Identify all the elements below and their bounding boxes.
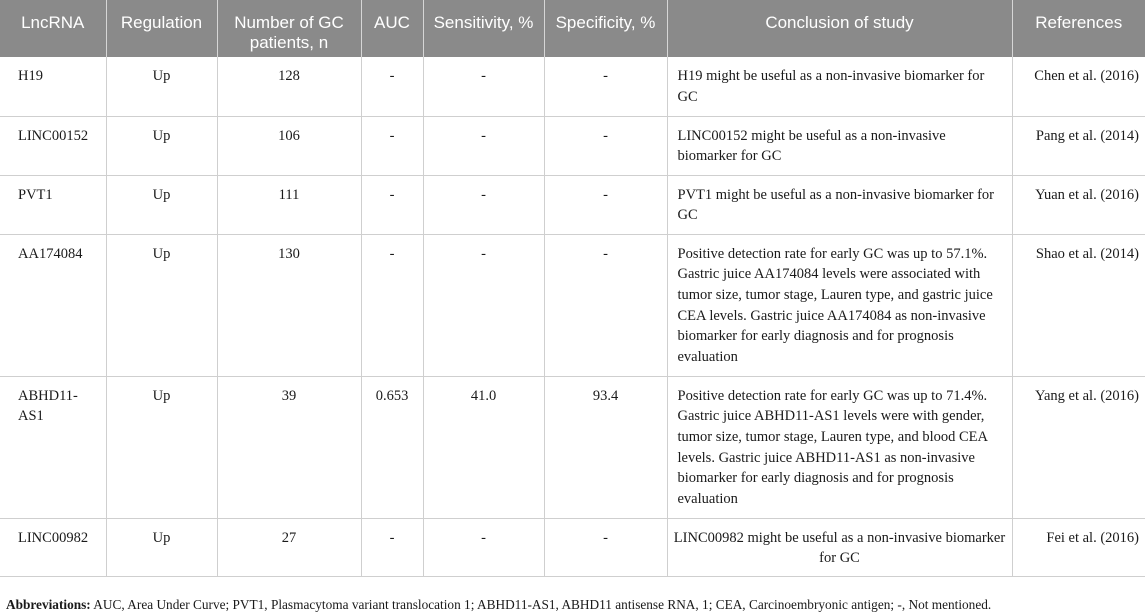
cell-references: Pang et al. (2014)	[1012, 116, 1145, 175]
cell-auc: -	[361, 175, 423, 234]
cell-references: Yang et al. (2016)	[1012, 376, 1145, 518]
table-row	[0, 234, 1145, 376]
cell-conclusion: PVT1 might be useful as a non-invasive biomarker for GC	[667, 175, 1012, 234]
cell-sensitivity: -	[423, 234, 544, 376]
cell-regulation: Up	[106, 116, 217, 175]
cell-regulation: Up	[106, 175, 217, 234]
table-body	[0, 57, 1145, 576]
cell-conclusion: LINC00152 might be useful as a non-invasive biomarker for GC	[667, 116, 1012, 175]
cell-patients: 39	[217, 376, 361, 518]
header-sensitivity: Sensitivity, %	[423, 0, 544, 57]
table-row	[0, 57, 1145, 116]
cell-references: Shao et al. (2014)	[1012, 234, 1145, 376]
table-row	[0, 518, 1145, 576]
cell-lncrna: PVT1	[0, 175, 106, 234]
cell-sensitivity: -	[423, 175, 544, 234]
cell-references: Yuan et al. (2016)	[1012, 175, 1145, 234]
cell-patients: 128	[217, 57, 361, 116]
cell-specificity: -	[544, 518, 667, 576]
cell-regulation: Up	[106, 518, 217, 576]
cell-patients: 106	[217, 116, 361, 175]
cell-lncrna: LINC00152	[0, 116, 106, 175]
cell-sensitivity: -	[423, 116, 544, 175]
cell-specificity: 93.4	[544, 376, 667, 518]
cell-references: Chen et al. (2016)	[1012, 57, 1145, 116]
cell-specificity: -	[544, 175, 667, 234]
header-patients: Number of GC patients, n	[217, 0, 361, 57]
table-header	[0, 0, 1145, 57]
cell-sensitivity: -	[423, 57, 544, 116]
cell-auc: -	[361, 57, 423, 116]
header-conclusion: Conclusion of study	[667, 0, 1012, 57]
table-row	[0, 116, 1145, 175]
table-row	[0, 175, 1145, 234]
header-specificity: Specificity, %	[544, 0, 667, 57]
cell-lncrna: AA174084	[0, 234, 106, 376]
cell-specificity: -	[544, 116, 667, 175]
cell-regulation: Up	[106, 376, 217, 518]
cell-auc: -	[361, 116, 423, 175]
cell-lncrna: H19	[0, 57, 106, 116]
footnote-text: AUC, Area Under Curve; PVT1, Plasmacytoma variant translocation 1; ABHD11-AS1, ABHD11 antisense RNA, 1; CEA, Carcinoembryonic antigen; -, Not mentioned.	[90, 597, 992, 612]
cell-regulation: Up	[106, 57, 217, 116]
cell-auc: -	[361, 518, 423, 576]
cell-regulation: Up	[106, 234, 217, 376]
cell-auc: -	[361, 234, 423, 376]
cell-auc: 0.653	[361, 376, 423, 518]
abbreviations-footnote	[6, 597, 1141, 613]
header-references: References	[1012, 0, 1145, 57]
cell-lncrna: ABHD11-AS1	[0, 376, 106, 518]
cell-lncrna: LINC00982	[0, 518, 106, 576]
header-auc: AUC	[361, 0, 423, 57]
header-row	[0, 0, 1145, 57]
table-row	[0, 376, 1145, 518]
cell-patients: 111	[217, 175, 361, 234]
header-regulation: Regulation	[106, 0, 217, 57]
cell-conclusion: Positive detection rate for early GC was up to 71.4%. Gastric juice ABHD11-AS1 levels were with gender, tumor size, tumor stage, Lauren type, and blood CEA levels. Gastric juice ABHD11-AS1 as non-invasive biomarker for early diagnosis and for prognosis evaluation	[667, 376, 1012, 518]
cell-sensitivity: 41.0	[423, 376, 544, 518]
cell-specificity: -	[544, 57, 667, 116]
cell-references: Fei et al. (2016)	[1012, 518, 1145, 576]
header-lncrna: LncRNA	[0, 0, 106, 57]
cell-patients: 130	[217, 234, 361, 376]
cell-sensitivity: -	[423, 518, 544, 576]
cell-specificity: -	[544, 234, 667, 376]
cell-conclusion: Positive detection rate for early GC was up to 57.1%. Gastric juice AA174084 levels were associated with tumor size, tumor stage, Lauren type, and gastric juice CEA levels. Gastric juice AA174084 as non-invasive biomarker for early diagnosis and for prognosis evaluation	[667, 234, 1012, 376]
cell-conclusion: H19 might be useful as a non-invasive biomarker for GC	[667, 57, 1012, 116]
footnote-label: Abbreviations:	[6, 597, 91, 612]
cell-patients: 27	[217, 518, 361, 576]
cell-conclusion: LINC00982 might be useful as a non-invasive biomarker for GC	[667, 518, 1012, 576]
